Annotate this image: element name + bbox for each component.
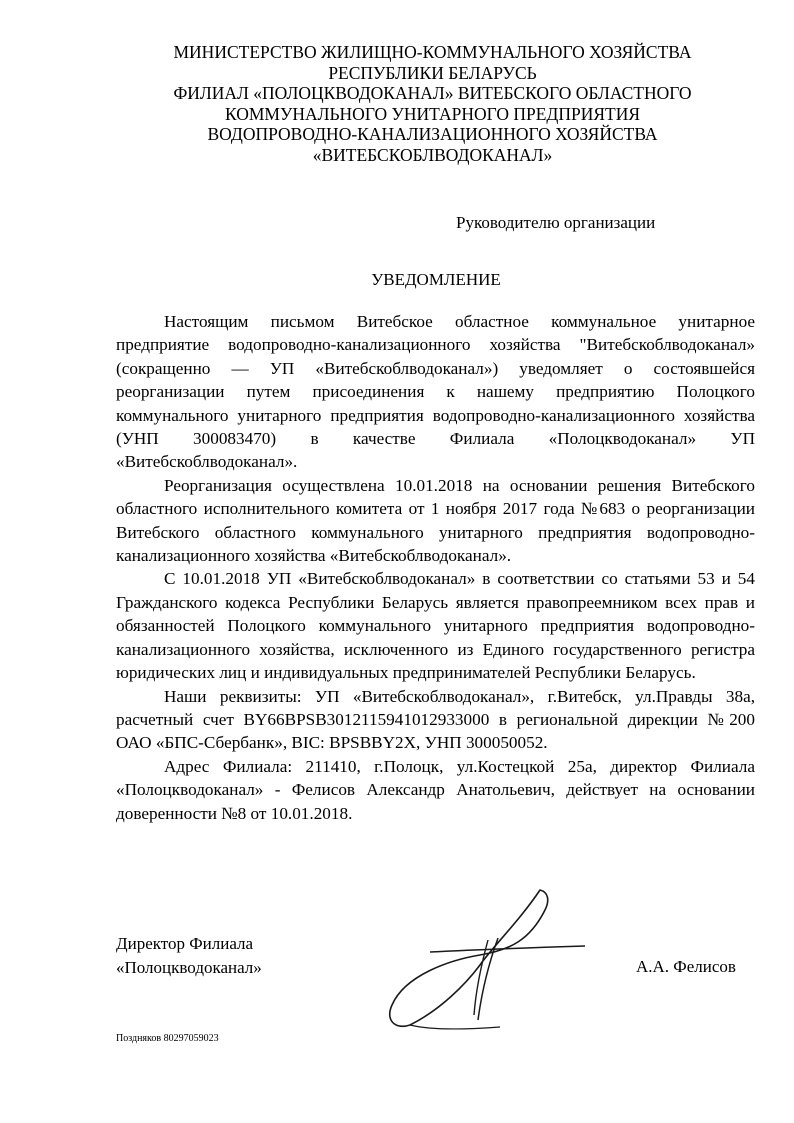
letterhead-line: МИНИСТЕРСТВО ЖИЛИЩНО-КОММУНАЛЬНОГО ХОЗЯЙСТВА xyxy=(173,42,692,62)
body-paragraph: С 10.01.2018 УП «Витебскоблводоканал» в соответствии со статьями 53 и 54 Гражданского кодекса Республики Беларусь является правопреемником всех прав и обязанностей Полоцкого коммунального унитарного предприятия водопроводно-канализационного хозяйства, исключенного из Единого государственного регистра юридических лиц и индивидуальных предпринимателей Республики Беларусь. xyxy=(116,569,755,683)
letterhead-line: ФИЛИАЛ «ПОЛОЦКВОДОКАНАЛ» ВИТЕБСКОГО ОБЛАСТНОГО xyxy=(173,83,692,103)
executor-footnote: Поздняков 80297059023 xyxy=(116,1033,219,1044)
body-paragraph: Наши реквизиты: УП «Витебскоблводоканал», г.Витебск, ул.Правды 38а, расчетный счет BY66BPSB3012115941012933000 в региональной дирекции №200 ОАО «БПС-Сбербанк», BIC: BPSBBY2X, УНП 300050052. xyxy=(116,686,755,753)
handwritten-signature xyxy=(370,880,600,1040)
letterhead-line: КОММУНАЛЬНОГО УНИТАРНОГО ПРЕДПРИЯТИЯ xyxy=(224,103,641,124)
addressee: Руководителю организации xyxy=(456,213,656,232)
letterhead-line: ВОДОПРОВОДНО-КАНАЛИЗАЦИОННОГО ХОЗЯЙСТВА xyxy=(207,124,658,144)
signer-name: А.А. Фелисов xyxy=(636,957,736,976)
body-paragraph: Реорганизация осуществлена 10.01.2018 на основании решения Витебского областного исполнительного комитета от 1 ноября 2017 года №683 о реорганизации Витебского областного коммунального унитарного предприятия водопроводно-канализационного хозяйства «Витебскоблводоканал». xyxy=(116,475,755,566)
letterhead-line: «ВИТЕБСКОБЛВОДОКАНАЛ» xyxy=(312,144,553,165)
signer-position-line: «Полоцкводоканал» xyxy=(116,957,262,977)
letter-body xyxy=(116,310,755,825)
body-paragraph: Настоящим письмом Витебское областное коммунальное унитарное предприятие водопроводно-канализационного хозяйства "Витебскоблводоканал» (сокращенно — УП «Витебскоблводоканал») уведомляет о состоявшейся реорганизации путем присоединения к нашему предприятию Полоцкого коммунального унитарного предприятия водопроводно-канализационного хозяйства (УНП 300083470) в качестве Филиала «Полоцкводоканал» УП «Витебскоблводоканал». xyxy=(116,312,755,472)
document-title: УВЕДОМЛЕНИЕ xyxy=(371,270,501,289)
letterhead xyxy=(100,42,765,165)
letterhead-line: РЕСПУБЛИКИ БЕЛАРУСЬ xyxy=(328,62,537,83)
body-paragraph: Адрес Филиала: 211410, г.Полоцк, ул.Костецкой 25а, директор Филиала «Полоцкводоканал» - Фелисов Александр Анатольевич, действует на основании доверенности №8 от 10.01.2018. xyxy=(116,756,755,823)
signer-position xyxy=(116,932,262,979)
signer-position-line: Директор Филиала xyxy=(116,934,254,953)
